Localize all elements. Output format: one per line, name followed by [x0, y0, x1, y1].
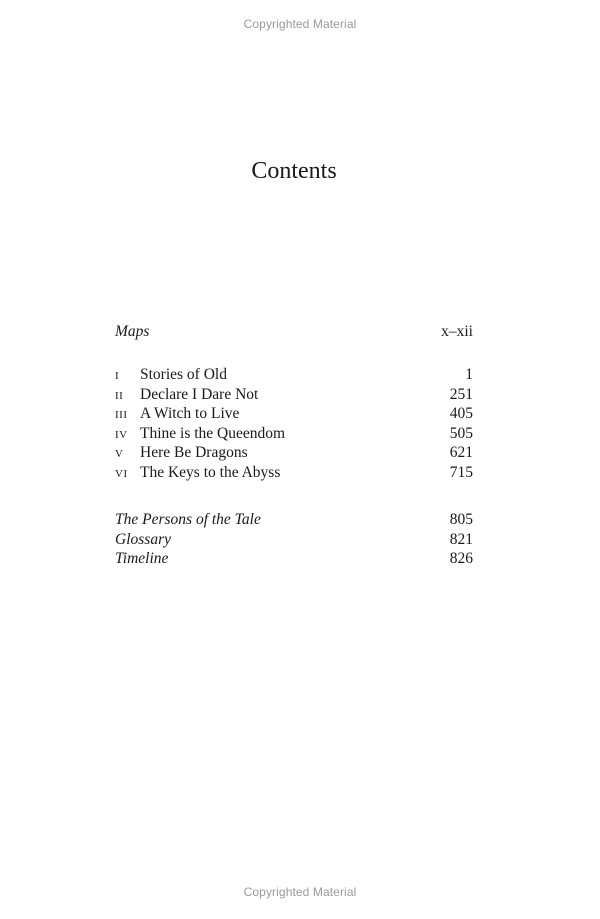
toc-entry-part-5[interactable] — [115, 443, 473, 463]
toc-entry-title: Glossary — [115, 530, 171, 548]
toc-entry-page: x–xii — [441, 323, 473, 340]
toc-entry-title: The Keys to the Abyss — [140, 463, 281, 481]
toc-entry-maps[interactable] — [115, 322, 473, 342]
toc-entry-part-6[interactable] — [115, 463, 473, 483]
copyright-watermark-top: Copyrighted Material — [243, 17, 357, 31]
toc-entry-persons-of-the-tale[interactable] — [115, 510, 473, 530]
toc-front-matter — [115, 322, 473, 342]
toc-parts — [115, 365, 473, 482]
toc-entry-title: Thine is the Queendom — [140, 424, 286, 442]
toc-entry-page: 821 — [449, 530, 473, 548]
toc-entry-page: 1 — [465, 366, 473, 383]
toc-back-matter — [115, 510, 473, 569]
toc-entry-title: Maps — [115, 323, 150, 340]
toc-entry-title: Declare I Dare Not — [140, 385, 259, 403]
toc-entry-page: 251 — [449, 385, 473, 403]
toc-entry-glossary[interactable] — [115, 530, 473, 550]
toc-entry-part-2[interactable] — [115, 385, 473, 405]
toc-entry-part-4[interactable] — [115, 424, 473, 444]
toc-entry-page: 826 — [449, 550, 473, 567]
toc-entry-title: Timeline — [115, 550, 169, 567]
page-title: Contents — [251, 158, 337, 184]
toc-entry-title: The Persons of the Tale — [115, 511, 261, 528]
toc-entry-part-1[interactable] — [115, 365, 473, 385]
toc-part-number: IV — [115, 428, 128, 441]
toc-entry-page: 715 — [449, 463, 473, 481]
toc-part-number: VI — [115, 467, 128, 480]
toc-part-number: III — [115, 409, 128, 421]
toc-part-number: II — [115, 389, 124, 402]
toc-entry-title: Stories of Old — [140, 366, 227, 383]
toc-part-number: V — [115, 448, 124, 460]
toc-entry-part-3[interactable] — [115, 404, 473, 424]
copyright-watermark-bottom: Copyrighted Material — [243, 885, 357, 899]
toc-entry-title: A Witch to Live — [140, 405, 240, 422]
toc-entry-page: 405 — [449, 405, 473, 422]
toc-entry-page: 621 — [449, 444, 473, 461]
toc-entry-title: Here Be Dragons — [140, 444, 248, 461]
toc-entry-page: 805 — [449, 511, 473, 528]
toc-part-number: I — [115, 370, 120, 382]
toc-entry-page: 505 — [449, 424, 473, 442]
toc-entry-timeline[interactable] — [115, 549, 473, 569]
